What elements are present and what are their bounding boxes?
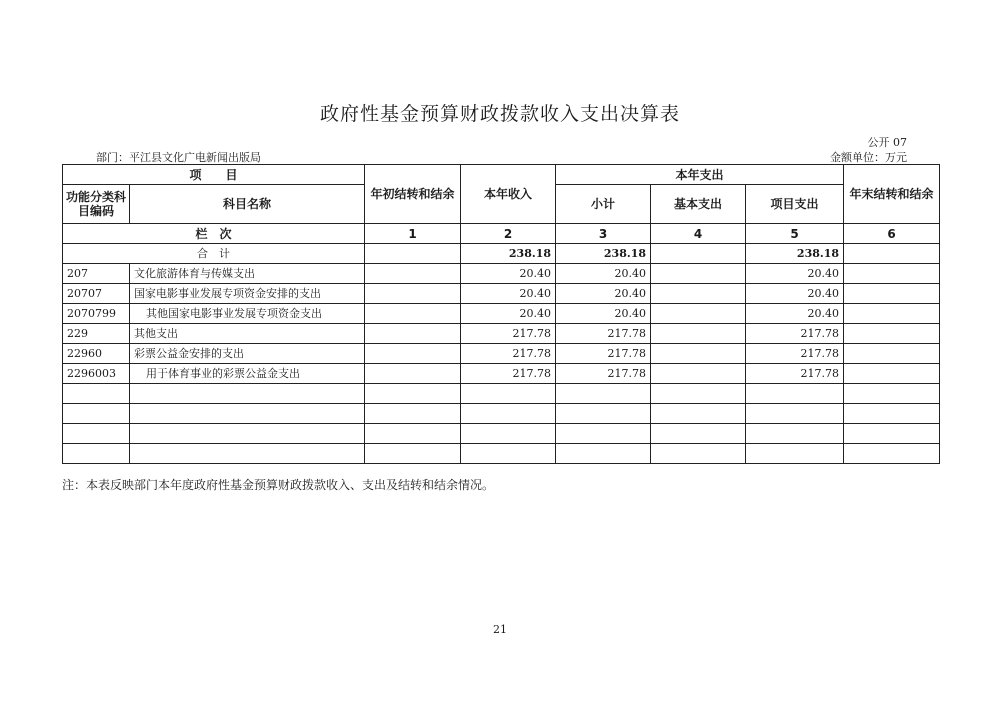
cell-income (461, 404, 556, 424)
cell-carry-out (844, 404, 940, 424)
table-row (63, 384, 940, 404)
cell-carry-in (365, 304, 461, 324)
column-index-row (63, 224, 940, 244)
cell-basic (651, 364, 746, 384)
department-label: 部门：平江县文化广电新闻出版局 (96, 151, 261, 164)
cell-income: 20.40 (461, 264, 556, 284)
cell-subject-name: 其他国家电影事业发展专项资金支出 (130, 304, 365, 324)
page-number: 21 (493, 623, 507, 636)
table-row (63, 324, 940, 344)
cell-carry-out (844, 364, 940, 384)
cell-subtotal: 20.40 (556, 264, 651, 284)
cell-basic (651, 264, 746, 284)
cell-carry-in (365, 444, 461, 464)
cell-project: 217.78 (746, 344, 844, 364)
column-index-label: 栏 次 (63, 224, 365, 244)
cell-income (461, 444, 556, 464)
cell-code (63, 384, 130, 404)
cell-code: 229 (63, 324, 130, 344)
table-row (63, 424, 940, 444)
cell-carry-in (365, 424, 461, 444)
cell-subject-name (130, 444, 365, 464)
total-carry-out (844, 244, 940, 264)
cell-carry-in (365, 364, 461, 384)
cell-basic (651, 444, 746, 464)
cell-project: 20.40 (746, 284, 844, 304)
cell-project: 217.78 (746, 324, 844, 344)
budget-table (62, 164, 940, 464)
cell-carry-in (365, 344, 461, 364)
table-note: 注：本表反映部门本年度政府性基金预算财政拨款收入、支出及结转和结余情况。 (62, 478, 495, 492)
cell-income (461, 424, 556, 444)
header-func-code: 功能分类科目编码 (63, 185, 130, 224)
unit-label: 金额单位：万元 (830, 151, 907, 164)
cell-project (746, 444, 844, 464)
cell-income: 217.78 (461, 324, 556, 344)
column-index-cell: 3 (556, 224, 651, 244)
cell-code: 2070799 (63, 304, 130, 324)
table-row (63, 344, 940, 364)
column-index-cell: 1 (365, 224, 461, 244)
header-income: 本年收入 (461, 165, 556, 224)
cell-basic (651, 404, 746, 424)
total-subtotal: 238.18 (556, 244, 651, 264)
header-subtotal: 小计 (556, 185, 651, 224)
cell-basic (651, 344, 746, 364)
cell-code: 207 (63, 264, 130, 284)
cell-carry-in (365, 324, 461, 344)
table-row (63, 364, 940, 384)
cell-subtotal: 217.78 (556, 344, 651, 364)
cell-income (461, 384, 556, 404)
total-project: 238.18 (746, 244, 844, 264)
table-row (63, 284, 940, 304)
header-subject-name: 科目名称 (130, 185, 365, 224)
header-item: 项 目 (63, 165, 365, 185)
cell-project: 20.40 (746, 304, 844, 324)
total-basic (651, 244, 746, 264)
total-carry-in (365, 244, 461, 264)
cell-income: 20.40 (461, 304, 556, 324)
cell-subtotal: 20.40 (556, 284, 651, 304)
cell-income: 20.40 (461, 284, 556, 304)
cell-basic (651, 424, 746, 444)
cell-code: 22960 (63, 344, 130, 364)
header-carry-in: 年初结转和结余 (365, 165, 461, 224)
cell-subject-name (130, 404, 365, 424)
total-row (63, 244, 940, 264)
cell-code (63, 444, 130, 464)
cell-basic (651, 324, 746, 344)
cell-project: 20.40 (746, 264, 844, 284)
cell-subject-name (130, 424, 365, 444)
table-row (63, 404, 940, 424)
table-row (63, 264, 940, 284)
cell-carry-in (365, 404, 461, 424)
cell-subject-name: 用于体育事业的彩票公益金支出 (130, 364, 365, 384)
cell-carry-out (844, 344, 940, 364)
cell-code (63, 404, 130, 424)
cell-subject-name: 其他支出 (130, 324, 365, 344)
cell-subtotal: 217.78 (556, 324, 651, 344)
cell-subject-name: 文化旅游体育与传媒支出 (130, 264, 365, 284)
column-index-cell: 2 (461, 224, 556, 244)
cell-subtotal (556, 404, 651, 424)
cell-code: 20707 (63, 284, 130, 304)
cell-project (746, 404, 844, 424)
cell-carry-out (844, 424, 940, 444)
cell-subtotal (556, 444, 651, 464)
cell-income: 217.78 (461, 344, 556, 364)
cell-carry-in (365, 384, 461, 404)
cell-subject-name (130, 384, 365, 404)
cell-subtotal (556, 384, 651, 404)
column-index-cell: 6 (844, 224, 940, 244)
column-index-cell: 5 (746, 224, 844, 244)
cell-basic (651, 384, 746, 404)
cell-project (746, 424, 844, 444)
cell-carry-out (844, 264, 940, 284)
table-row (63, 304, 940, 324)
cell-carry-out (844, 324, 940, 344)
cell-code: 2296003 (63, 364, 130, 384)
cell-basic (651, 304, 746, 324)
cell-carry-out (844, 304, 940, 324)
cell-income: 217.78 (461, 364, 556, 384)
table-row (63, 444, 940, 464)
cell-basic (651, 284, 746, 304)
cell-project: 217.78 (746, 364, 844, 384)
total-label: 合 计 (63, 244, 365, 264)
cell-carry-in (365, 284, 461, 304)
column-index-cell: 4 (651, 224, 746, 244)
page-title: 政府性基金预算财政拨款收入支出决算表 (319, 103, 680, 125)
header-expense: 本年支出 (556, 165, 844, 185)
cell-subtotal: 217.78 (556, 364, 651, 384)
cell-subtotal: 20.40 (556, 304, 651, 324)
cell-carry-out (844, 444, 940, 464)
header-basic: 基本支出 (651, 185, 746, 224)
cell-project (746, 384, 844, 404)
cell-carry-out (844, 384, 940, 404)
cell-code (63, 424, 130, 444)
header-row-1 (63, 165, 940, 185)
cell-carry-out (844, 284, 940, 304)
header-project: 项目支出 (746, 185, 844, 224)
cell-subtotal (556, 424, 651, 444)
total-income: 238.18 (461, 244, 556, 264)
document-code: 公开 07 (867, 136, 907, 149)
cell-subject-name: 彩票公益金安排的支出 (130, 344, 365, 364)
cell-subject-name: 国家电影事业发展专项资金安排的支出 (130, 284, 365, 304)
cell-carry-in (365, 264, 461, 284)
header-carry-out: 年末结转和结余 (844, 165, 940, 224)
